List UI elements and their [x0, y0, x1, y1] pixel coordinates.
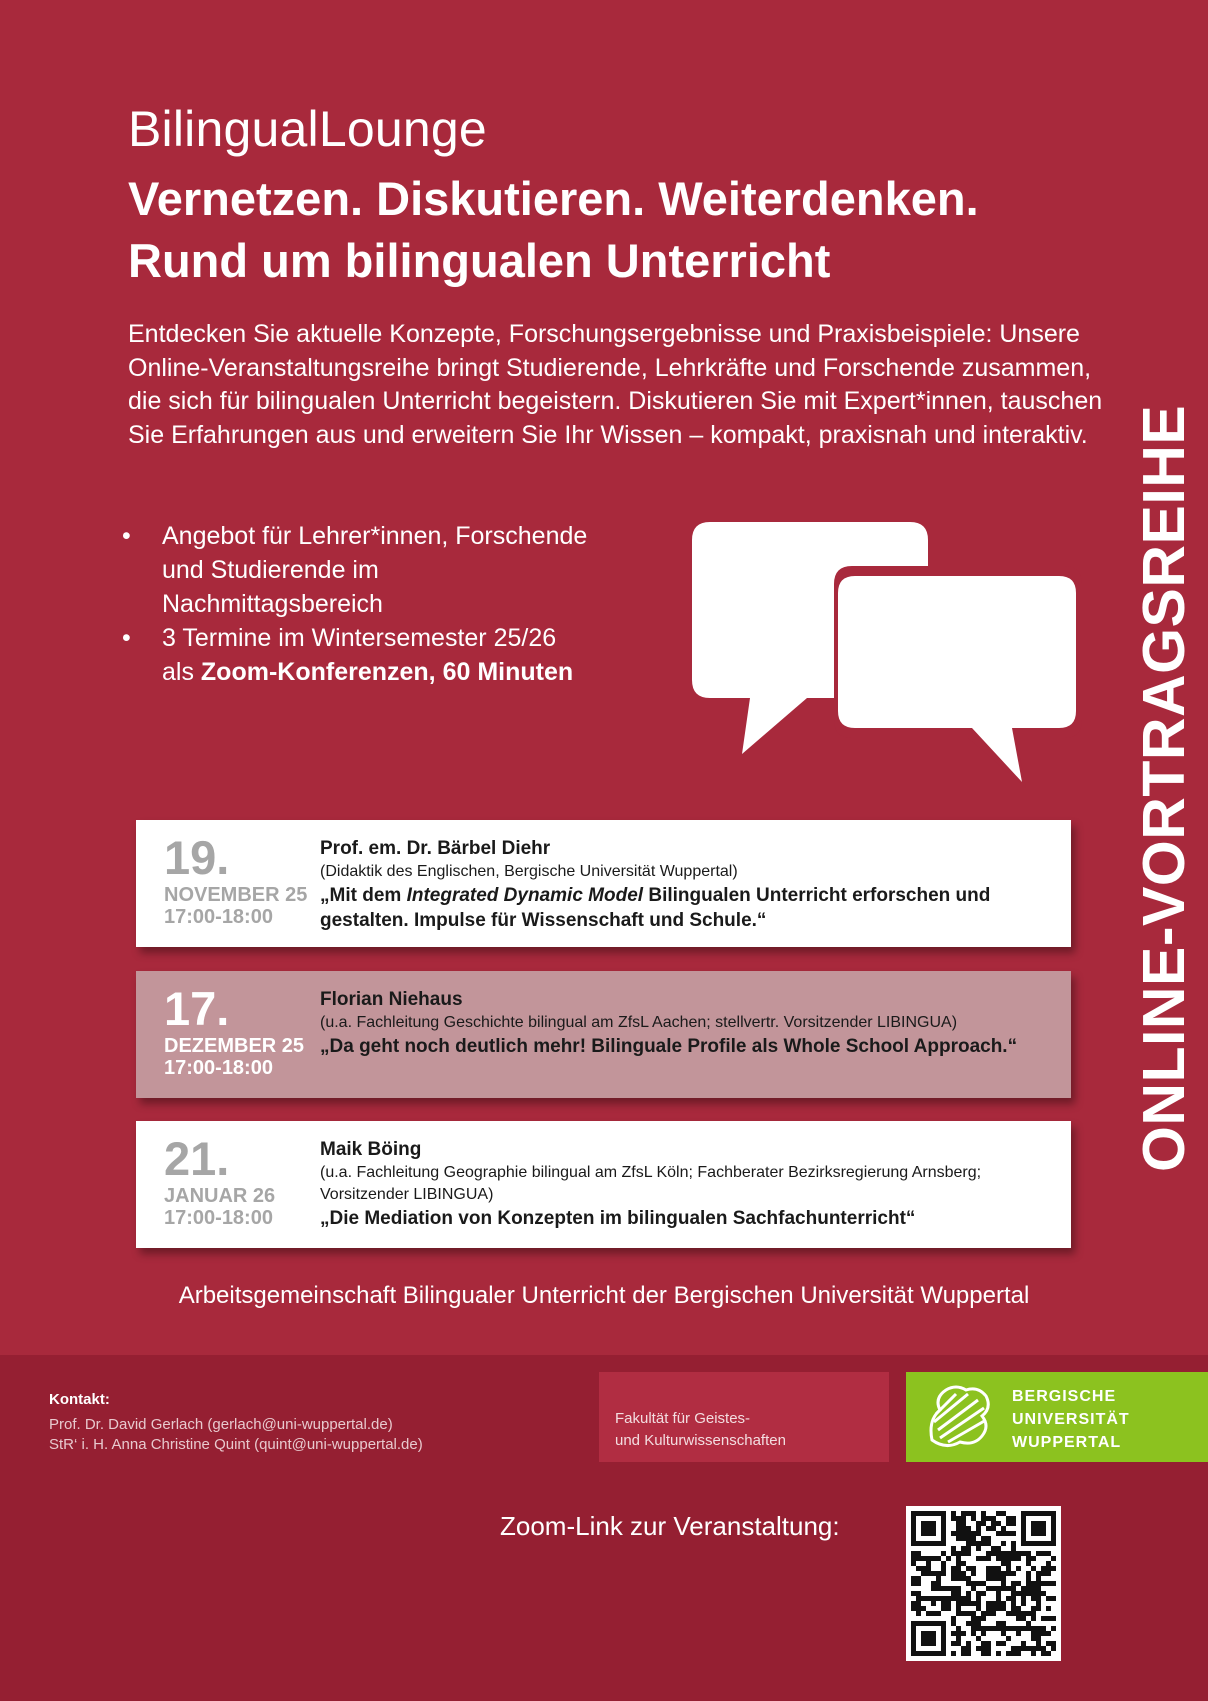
brand-title: BilingualLounge [128, 101, 487, 157]
event-day: 21. [164, 1132, 230, 1185]
event-title: „Die Mediation von Konzepten im bilingualen Sachfachunterricht“ [320, 1208, 916, 1229]
event-time: 17:00-18:00 [164, 1207, 273, 1229]
bullet-glyph: • [122, 522, 131, 550]
list-item [122, 621, 592, 689]
list-item [122, 519, 592, 621]
event-affiliation: (Didaktik des Englischen, Bergische Universität Wuppertal) [320, 863, 738, 880]
event-affiliation: (u.a. Fachleitung Geschichte bilingual am ZfsL Aachen; stellvertr. Vorsitzender LIBINGUA) [320, 1014, 958, 1031]
event-day: 17. [164, 982, 230, 1035]
tagline-line-2: Rund um bilingualen Unterricht [128, 234, 831, 287]
bullet-text: 3 Termine im Wintersemester 25/26 als [162, 624, 557, 686]
event-details [320, 837, 1050, 933]
vertical-series-label: ONLINE-VORTRAGSREIHE [1131, 404, 1197, 1172]
event-speaker: Prof. em. Dr. Bärbel Diehr [320, 838, 551, 859]
event-month: DEZEMBER 25 [164, 1035, 305, 1057]
event-month: JANUAR 26 [164, 1185, 276, 1207]
event-time: 17:00-18:00 [164, 1057, 273, 1079]
zoom-link-label: Zoom-Link zur Veranstaltung: [500, 1511, 840, 1541]
event-title: „Da geht noch deutlich mehr! Bilinguale Profile als Whole School Approach.“ [320, 1036, 1018, 1057]
lion-logo-icon [922, 1380, 996, 1459]
faculty-box [599, 1372, 889, 1462]
university-name: BERGISCHE UNIVERSITÄT WUPPERTAL [1012, 1388, 1130, 1451]
university-logo [906, 1372, 1208, 1462]
faculty-name: Fakultät für Geistes- und Kulturwissenschaften [615, 1410, 786, 1449]
organizer-text: Arbeitsgemeinschaft Bilingualer Unterricht der Bergischen Universität Wuppertal [178, 1282, 1030, 1309]
event-affiliation: (u.a. Fachleitung Geographie bilingual am ZfsL Köln; Fachberater Bezirksregierung Arnsberg; Vorsitzender LIBINGUA) [320, 1164, 982, 1203]
event-details [320, 988, 1050, 1059]
intro-text: Entdecken Sie aktuelle Konzepte, Forschungsergebnisse und Praxisbeispiele: Unsere Online-Veranstaltungsreihe bringt Studierende, Lehrkräfte und Forschende zusammen, die sich für bilingualen Unterricht begeistern. Diskutieren Sie mit Expert*innen, tauschen Sie Erfahrungen aus und erweitern Sie Ihr Wissen – kompakt, praxisnah und interaktiv. [128, 320, 1103, 449]
bullet-glyph: • [122, 624, 131, 652]
event-card [136, 1121, 1071, 1248]
bullet-text-bold: Zoom-Konferenzen, 60 Minuten [200, 658, 574, 686]
qr-code[interactable] [906, 1506, 1061, 1661]
contact-info [49, 1415, 423, 1455]
contact-line: StR‘ i. H. Anna Christine Quint (quint@uni-wuppertal.de) [49, 1436, 423, 1453]
event-card [136, 820, 1071, 947]
feature-list [122, 519, 592, 689]
tagline [128, 168, 979, 292]
event-time: 17:00-18:00 [164, 906, 273, 928]
event-month: NOVEMBER 25 [164, 884, 308, 906]
event-day: 19. [164, 831, 230, 884]
contact-line: Prof. Dr. David Gerlach (gerlach@uni-wuppertal.de) [49, 1416, 393, 1433]
event-speaker: Maik Böing [320, 1139, 422, 1160]
speech-bubbles-icon [692, 522, 1082, 797]
contact-heading: Kontakt: [49, 1391, 110, 1408]
event-card [136, 971, 1071, 1098]
event-details [320, 1138, 1050, 1231]
event-title: „Mit dem Integrated Dynamic Model Bilingualen Unterricht erforschen und gestalten. Impulse für Wissenschaft und Schule.“ [320, 885, 991, 931]
bullet-text: Angebot für Lehrer*innen, Forschende und Studierende im Nachmittagsbereich [162, 522, 588, 618]
tagline-line-1: Vernetzen. Diskutieren. Weiterdenken. [128, 172, 979, 225]
event-speaker: Florian Niehaus [320, 989, 463, 1010]
